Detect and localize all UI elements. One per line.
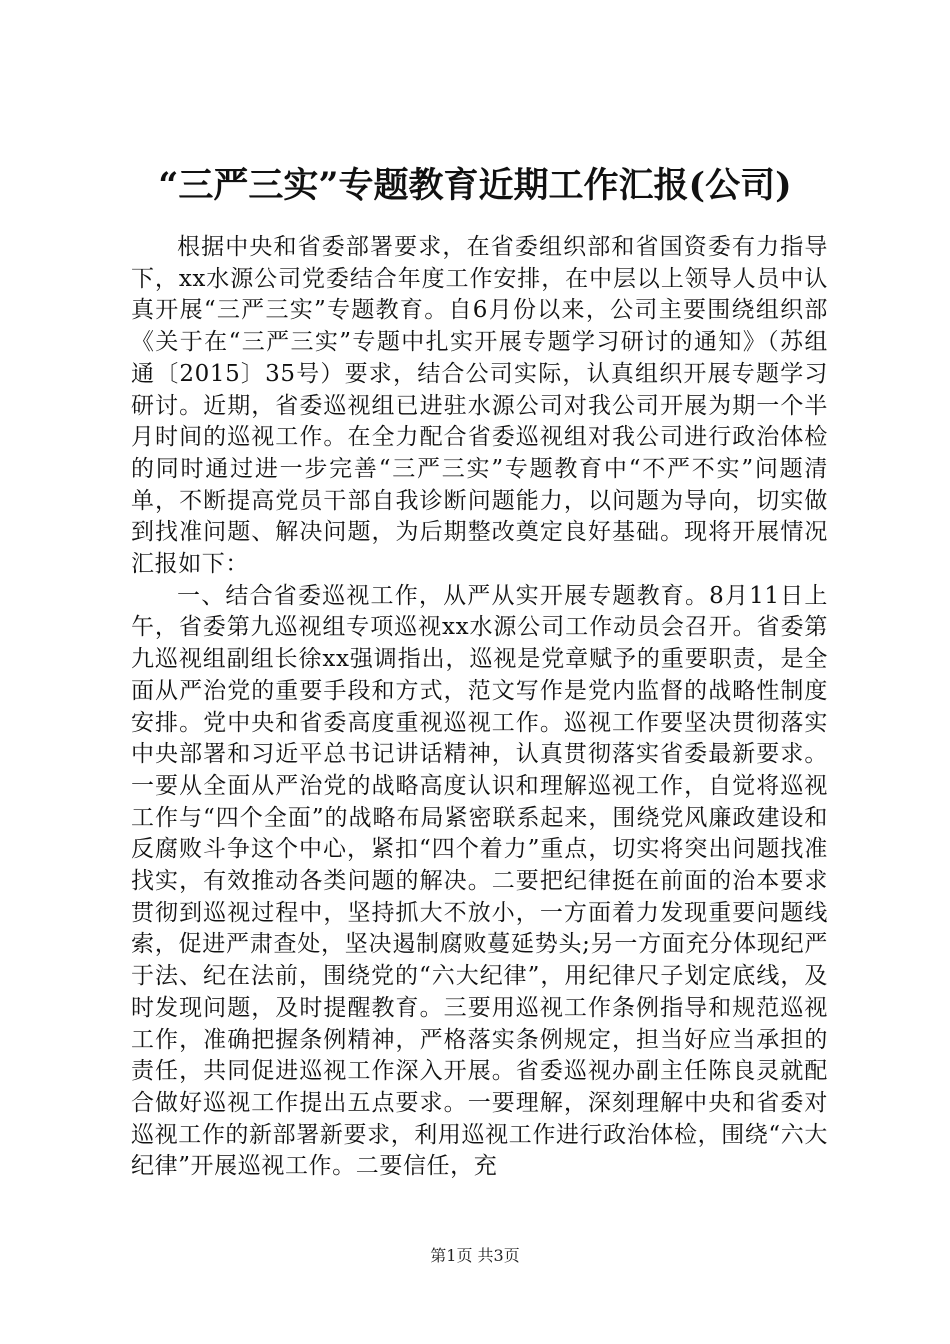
document-title: “三严三实”专题教育近期工作汇报(公司) <box>158 165 792 206</box>
paragraph-section-1: 一、结合省委巡视工作，从严从实开展专题教育。8月11日上午，省委第九巡视组专项巡视xx水源公司工作动员会召开。省委第九巡视组副组长徐xx强调指出，巡视是党章赋予的重要职责，是全面从严治党的重要手段和方式，范文写作是党内监督的战略性制度安排。党中央和省委高度重视巡视工作。巡视工作要坚决贯彻落实中央部署和习近平总书记讲话精神，认真贯彻落实省委最新要求。一要从全面从严治党的战略高度认识和理解巡视工作，自觉将巡视工作与“四个全面”的战略布局紧密联系起来，围绕党风廉政建设和反腐败斗争这个中心，紧扣“四个着力”重点，切实将突出问题找准找实，有效推动各类问题的解决。二要把纪律挺在前面的治本要求贯彻到巡视过程中，坚持抓大不放小，一方面着力发现重要问题线索，促进严肃查处，坚决遏制腐败蔓延势头;另一方面充分体现纪严于法、纪在法前，围绕党的“六大纪律”，用纪律尺子划定底线，及时发现问题，及时提醒教育。三要用巡视工作条例指导和规范巡视工作，准确把握条例精神，严格落实条例规定，担当好应当承担的责任，共同促进巡视工作深入开展。省委巡视办副主任陈良灵就配合做好巡视工作提出五点要求。一要理解，深刻理解中央和省委对巡视工作的新部署新要求，利用巡视工作进行政治体检，围绕“六大纪律”开展巡视工作。二要信任，充 <box>131 582 828 1180</box>
document-body <box>131 232 828 1183</box>
paragraph-intro: 根据中央和省委部署要求，在省委组织部和省国资委有力指导下，xx水源公司党委结合年度工作安排，在中层以上领导人员中认真开展“三严三实”专题教育。自6月份以来，公司主要围绕组织部《关于在“三严三实”专题中扎实开展专题学习研讨的通知》（苏组通〔2015〕35号）要求，结合公司实际，认真组织开展专题学习研讨。近期，省委巡视组已进驻水源公司对我公司开展为期一个半月时间的巡视工作。在全力配合省委巡视组对我公司进行政治体检的同时通过进一步完善“三严三实”专题教育中“不严不实”问题清单，不断提高党员干部自我诊断问题能力，以问题为导向，切实做到找准问题、解决问题，为后期整改奠定良好基础。现将开展情况汇报如下： <box>131 234 828 578</box>
page-footer: 第1页 共3页 <box>430 1246 520 1265</box>
